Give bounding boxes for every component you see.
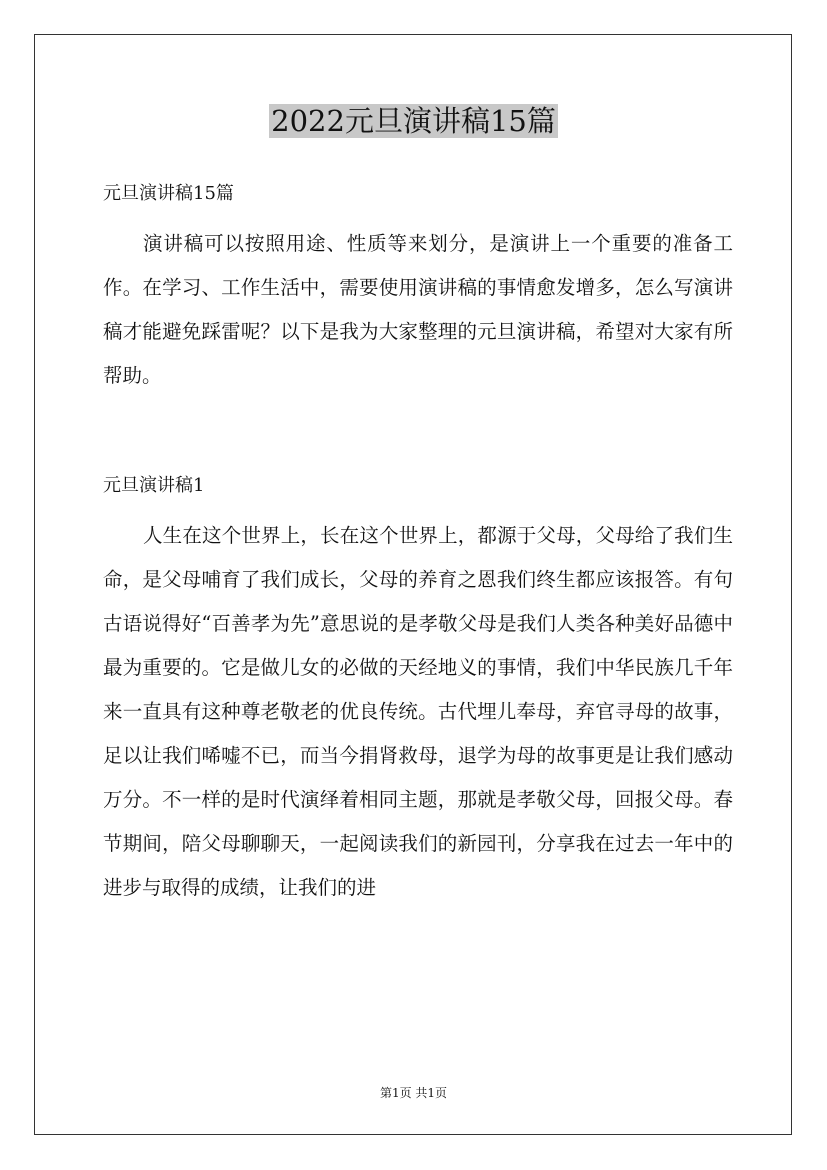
section-paragraph: 人生在这个世界上，长在这个世界上，都源于父母，父母给了我们生命，是父母哺育了我们成长，父母的养育之恩我们终生都应该报答。有句古语说得好“百善孝为先”意思说的是孝敬父母是我们人类各种美好品德中最为重要的。它是做儿女的必做的天经地义的事情，我们中华民族几千年来一直具有这种尊老敬老的优良传统。古代埋儿奉母，弃官寻母的故事，足以让我们唏嘘不已，而当今捐肾救母，退学为母的故事更是让我们感动万分。不一样的是时代演绎着相同主题，那就是孝敬父母，回报父母。春节期间，陪父母聊聊天，一起阅读我们的新园刊，分享我在过去一年中的进步与取得的成绩，让我们的进 — [103, 524, 733, 899]
document-title-text: 2022元旦演讲稿15篇 — [271, 104, 556, 138]
section-gap — [103, 398, 733, 464]
page-footer: 第1页 共1页 — [379, 1086, 448, 1100]
document-title — [0, 100, 827, 142]
document-body — [103, 172, 733, 910]
document-subtitle: 元旦演讲稿15篇 — [103, 183, 234, 204]
intro-paragraph: 演讲稿可以按照用途、性质等来划分，是演讲上一个重要的准备工作。在学习、工作生活中，需要使用演讲稿的事情愈发增多，怎么写演讲稿才能避免踩雷呢？以下是我为大家整理的元旦演讲稿，希望对大家有所帮助。 — [103, 232, 733, 387]
section-heading: 元旦演讲稿1 — [103, 475, 205, 496]
